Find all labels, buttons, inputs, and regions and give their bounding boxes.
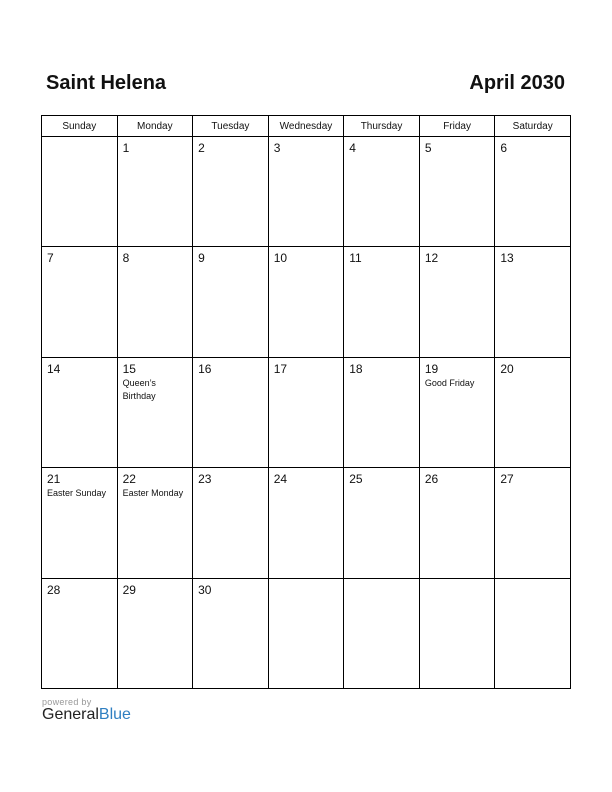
day-number: 7 xyxy=(47,251,54,266)
weekday-header: Sunday xyxy=(42,116,118,137)
day-cell xyxy=(117,468,193,578)
day-cell xyxy=(42,137,118,247)
day-number: 10 xyxy=(273,251,288,266)
day-cell xyxy=(344,468,420,578)
week-row xyxy=(42,468,571,578)
day-number: 13 xyxy=(500,251,514,266)
day-cell xyxy=(117,247,193,357)
day-cell xyxy=(193,578,269,688)
logo-blue-text: Blue xyxy=(98,706,131,723)
day-number: 14 xyxy=(47,361,61,376)
day-number: 27 xyxy=(500,472,514,487)
day-cell xyxy=(419,468,495,578)
day-cell xyxy=(193,468,269,578)
day-number: 17 xyxy=(273,361,288,376)
day-number: 4 xyxy=(349,141,356,155)
day-number: 5 xyxy=(424,141,432,155)
day-cell xyxy=(419,578,495,688)
day-number: 9 xyxy=(198,251,205,266)
day-cell xyxy=(193,137,269,247)
day-cell xyxy=(344,357,420,467)
day-cell xyxy=(268,357,344,467)
day-cell xyxy=(344,247,420,357)
day-cell xyxy=(344,578,420,688)
day-cell xyxy=(117,357,193,467)
weekday-header-row xyxy=(42,116,571,137)
day-number: 30 xyxy=(198,582,212,597)
holiday-label: Easter Monday xyxy=(122,488,184,499)
powered-by-text: powered by xyxy=(42,697,92,707)
weekday-header: Tuesday xyxy=(193,116,269,137)
day-cell xyxy=(42,247,118,357)
day-number: 6 xyxy=(500,141,508,155)
week-row xyxy=(42,247,571,357)
day-number: 21 xyxy=(47,472,61,487)
day-cell xyxy=(268,247,344,357)
weekday-header: Thursday xyxy=(344,116,420,137)
generalblue-logo[interactable] xyxy=(42,706,131,724)
logo-general-text: General xyxy=(42,706,99,723)
holiday-label: Good Friday xyxy=(424,377,475,388)
day-cell xyxy=(42,357,118,467)
week-row xyxy=(42,578,571,688)
day-number: 3 xyxy=(273,141,281,155)
calendar-grid xyxy=(41,115,571,689)
day-number: 1 xyxy=(122,141,130,155)
day-number: 26 xyxy=(424,472,439,487)
week-row xyxy=(42,137,571,247)
calendar-month-title: April 2030 xyxy=(469,72,565,94)
day-cell xyxy=(495,578,571,688)
day-cell xyxy=(344,137,420,247)
weekday-header: Saturday xyxy=(495,116,571,137)
day-cell xyxy=(268,578,344,688)
day-number: 8 xyxy=(122,251,130,266)
day-cell xyxy=(42,468,118,578)
holiday-label: Easter Sunday xyxy=(47,488,107,499)
day-cell xyxy=(193,247,269,357)
day-number: 29 xyxy=(122,582,136,597)
week-row xyxy=(42,357,571,467)
day-number: 18 xyxy=(349,361,363,376)
day-number: 2 xyxy=(198,141,205,155)
weekday-header: Monday xyxy=(117,116,193,137)
day-cell xyxy=(193,357,269,467)
day-number: 24 xyxy=(273,472,288,487)
generalblue-footer xyxy=(42,697,131,724)
day-cell xyxy=(419,247,495,357)
day-number: 25 xyxy=(349,472,363,487)
day-number: 20 xyxy=(500,361,514,376)
day-cell xyxy=(268,468,344,578)
day-cell xyxy=(42,578,118,688)
day-cell xyxy=(268,137,344,247)
day-cell xyxy=(495,357,571,467)
day-number: 15 xyxy=(122,361,136,376)
day-number: 28 xyxy=(47,582,61,597)
day-number: 23 xyxy=(198,472,212,487)
day-cell xyxy=(495,468,571,578)
calendar-country-title: Saint Helena xyxy=(46,72,167,94)
day-cell xyxy=(117,578,193,688)
day-number: 16 xyxy=(198,361,212,376)
weekday-header: Friday xyxy=(419,116,495,137)
day-number: 19 xyxy=(424,361,439,376)
day-number: 12 xyxy=(424,251,439,266)
day-cell xyxy=(419,357,495,467)
day-number: 22 xyxy=(122,472,136,487)
holiday-label: Queen’s Birthday xyxy=(122,377,156,401)
day-cell xyxy=(495,247,571,357)
day-cell xyxy=(419,137,495,247)
weekday-header: Wednesday xyxy=(268,116,344,137)
day-cell xyxy=(117,137,193,247)
day-number: 11 xyxy=(349,251,362,266)
day-cell xyxy=(495,137,571,247)
